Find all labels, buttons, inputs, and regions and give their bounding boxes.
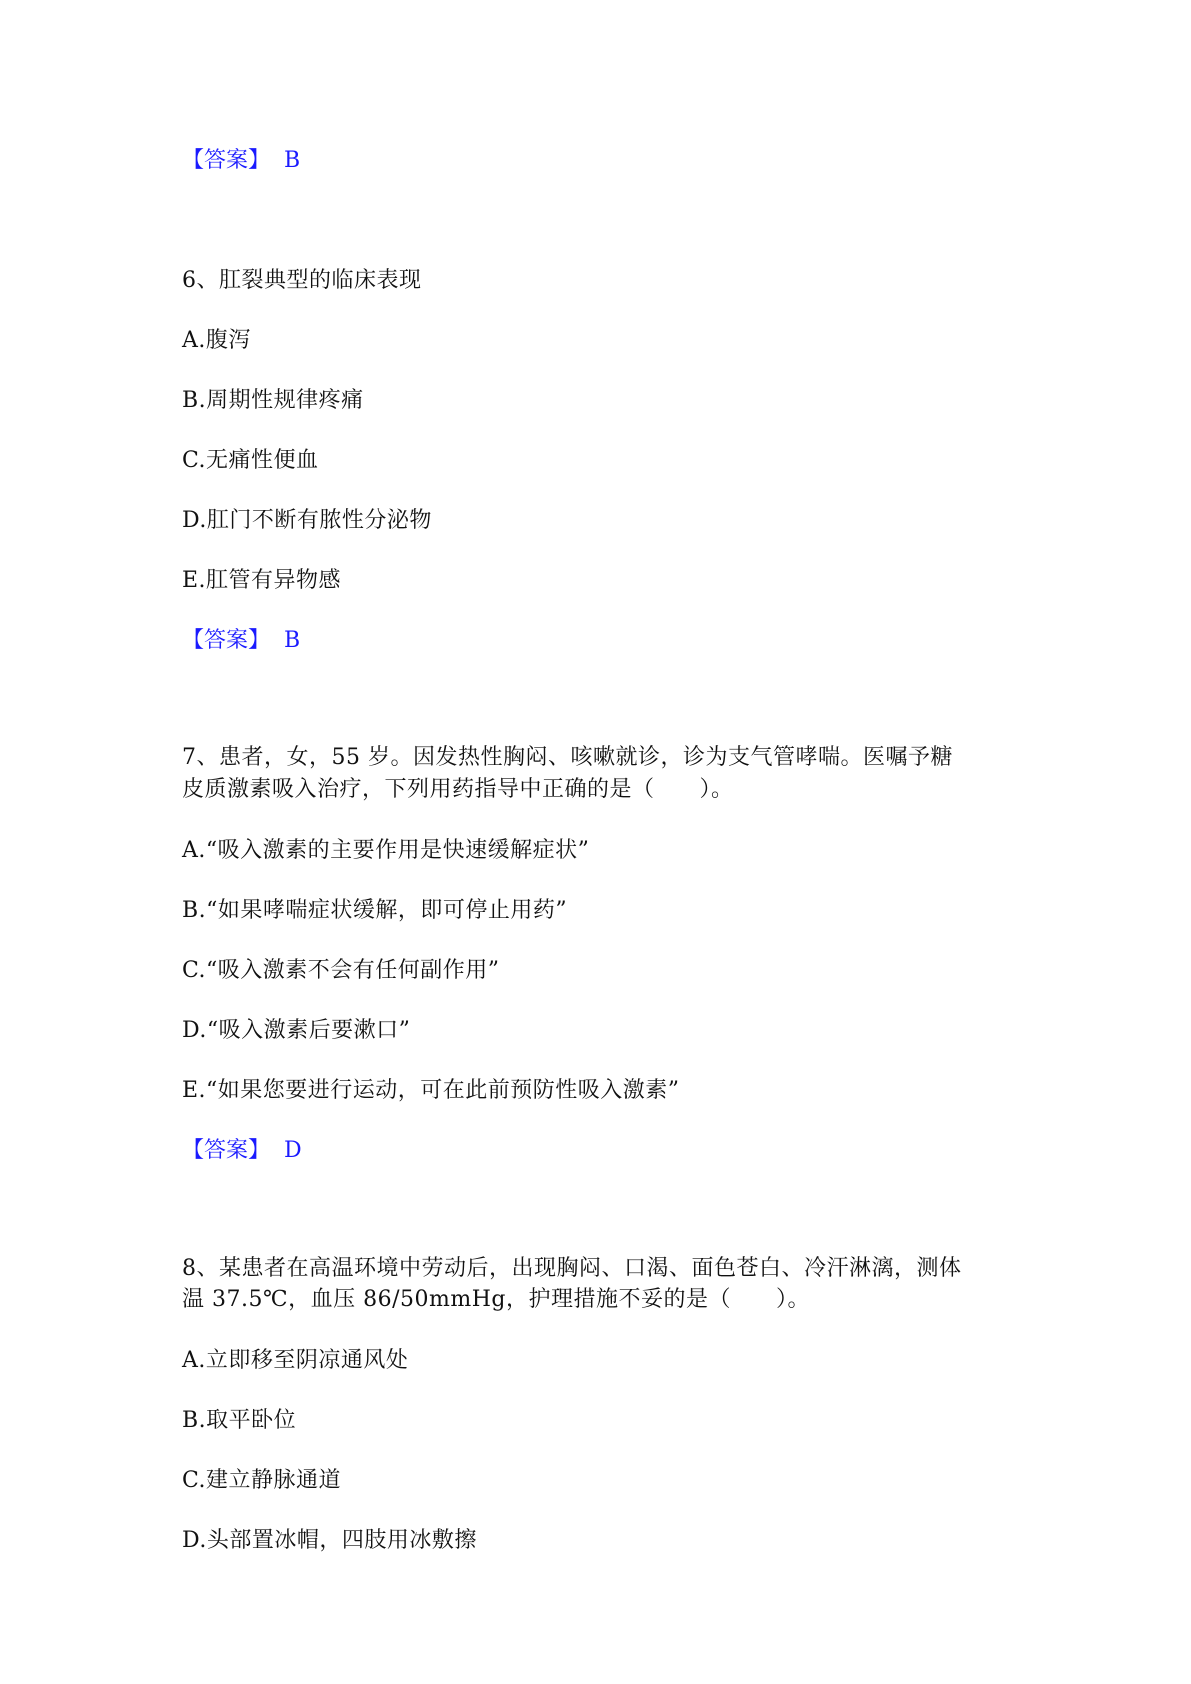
- question-8-option-b: B.取平卧位: [182, 1408, 297, 1433]
- question-7-option-c: C.“吸入激素不会有任何副作用”: [182, 958, 500, 983]
- answer-value: B: [284, 628, 301, 653]
- question-8-text-line-1: 8、某患者在高温环境中劳动后，出现胸闷、口渴、面色苍白、冷汗淋漓，测体: [182, 1256, 962, 1281]
- answer-line: [182, 146, 300, 176]
- question-7-text-line-2: 皮质激素吸入治疗，下列用药指导中正确的是（ ）。: [182, 777, 734, 802]
- question-6-text: 6、肛裂典型的临床表现: [182, 268, 422, 293]
- answer-label: 【答案】: [182, 148, 271, 173]
- question-7-answer: [182, 1136, 302, 1166]
- question-6-option-a: A.腹泻: [182, 328, 251, 353]
- question-6-option-c: C.无痛性便血: [182, 448, 319, 473]
- question-7-text-line-1: 7、患者，女，55 岁。因发热性胸闷、咳嗽就诊，诊为支气管哮喘。医嘱予糖: [182, 745, 953, 770]
- question-7-option-b: B.“如果哮喘症状缓解，即可停止用药”: [182, 898, 568, 923]
- question-6-option-e: E.肛管有异物感: [182, 568, 342, 593]
- answer-value: D: [284, 1138, 302, 1163]
- answer-label: 【答案】: [182, 1138, 271, 1163]
- answer-value: B: [284, 148, 301, 173]
- question-6-option-d: D.肛门不断有脓性分泌物: [182, 508, 432, 533]
- answer-label: 【答案】: [182, 628, 271, 653]
- question-8-text-line-2: 温 37.5℃，血压 86/50mmHg，护理措施不妥的是（ ）。: [182, 1287, 810, 1312]
- question-8-option-c: C.建立静脉通道: [182, 1468, 342, 1493]
- question-8-option-d: D.头部置冰帽，四肢用冰敷擦: [182, 1528, 477, 1553]
- question-7-option-a: A.“吸入激素的主要作用是快速缓解症状”: [182, 838, 590, 863]
- question-8-option-a: A.立即移至阴凉通风处: [182, 1348, 409, 1373]
- question-7-option-d: D.“吸入激素后要漱口”: [182, 1018, 411, 1043]
- question-6-answer: [182, 626, 300, 656]
- question-7-option-e: E.“如果您要进行运动，可在此前预防性吸入激素”: [182, 1078, 680, 1103]
- question-6-option-b: B.周期性规律疼痛: [182, 388, 364, 413]
